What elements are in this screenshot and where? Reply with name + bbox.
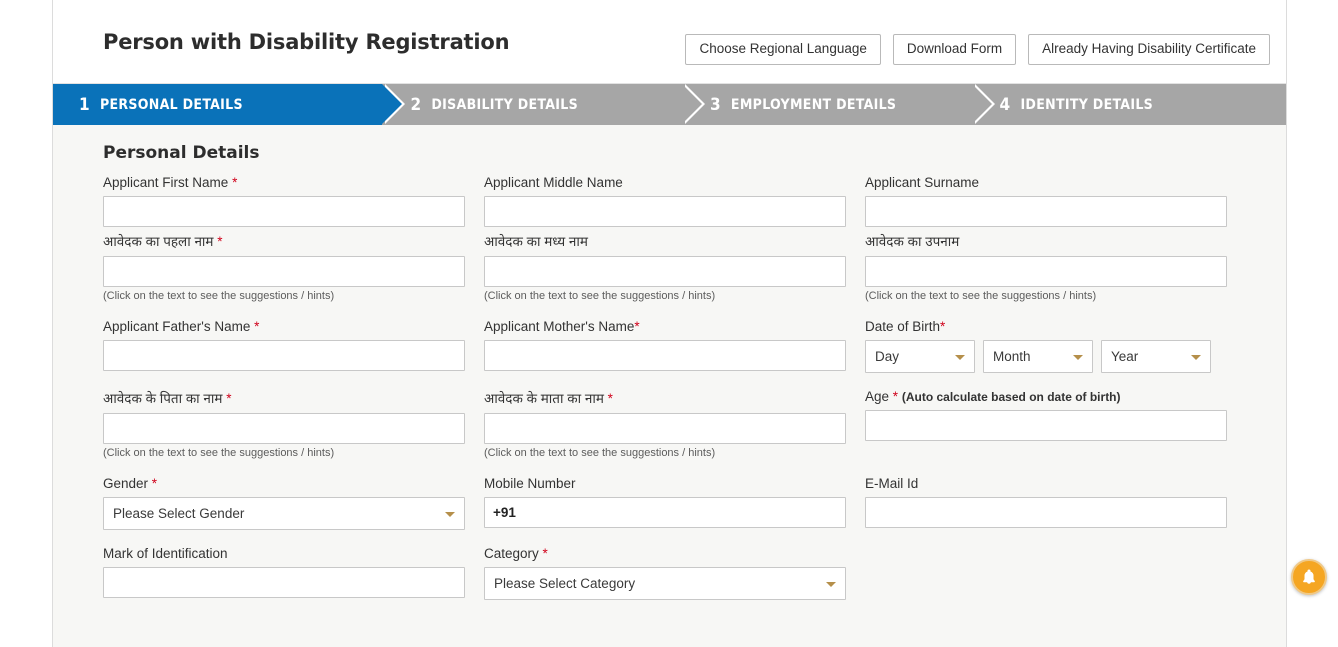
age-label: Age * (Auto calculate based on date of birth) — [865, 389, 1121, 404]
first-name-input[interactable] — [103, 196, 465, 227]
step-disability-details[interactable] — [382, 84, 682, 125]
field-middle-name-hi — [484, 232, 846, 302]
father-name-hi-hint: (Click on the text to see the suggestions / hints) — [103, 447, 335, 459]
field-date-of-birth — [865, 319, 1227, 373]
form-grid — [103, 175, 1238, 616]
surname-hi-hint: (Click on the text to see the suggestions / hints) — [865, 290, 1097, 302]
step-employment-details[interactable] — [682, 84, 972, 125]
dob-label: Date of Birth* — [865, 319, 946, 334]
age-input[interactable] — [865, 410, 1227, 441]
form-row-names-en — [103, 175, 1238, 232]
page-header — [53, 0, 1286, 84]
field-mark-of-identification — [103, 546, 465, 598]
step-label-1: PERSONAL DETAILS — [99, 96, 243, 113]
gender-label: Gender * — [103, 476, 158, 491]
form-row-identification — [103, 546, 1238, 616]
form-row-parents-hi — [103, 389, 1238, 476]
surname-hi-label: आवेदक का उपनाम — [865, 234, 960, 249]
middle-name-hi-input[interactable] — [484, 256, 846, 287]
field-mother-name-hi — [484, 389, 846, 459]
field-father-name-hi — [103, 389, 465, 459]
father-name-label: Applicant Father's Name * — [103, 319, 260, 334]
surname-label: Applicant Surname — [865, 175, 980, 190]
field-mobile-number — [484, 476, 846, 528]
form-row-parents-en — [103, 319, 1238, 389]
middle-name-hi-label: आवेदक का मध्य नाम — [484, 234, 588, 249]
mother-name-hi-hint: (Click on the text to see the suggestions / hints) — [484, 447, 716, 459]
email-label: E-Mail Id — [865, 476, 919, 491]
dob-month-wrap — [983, 340, 1093, 373]
field-gender — [103, 476, 465, 530]
already-having-disability-certificate-button[interactable]: Already Having Disability Certificate — [1028, 34, 1270, 65]
father-name-hi-input[interactable] — [103, 413, 465, 444]
dob-day-select[interactable] — [865, 340, 975, 373]
dob-year-wrap — [1101, 340, 1211, 373]
dob-selects — [865, 340, 1227, 373]
first-name-label: Applicant First Name * — [103, 175, 238, 190]
mother-name-label: Applicant Mother's Name* — [484, 319, 640, 334]
step-number-4: 4 — [999, 94, 1011, 115]
field-surname-hi — [865, 232, 1227, 302]
field-middle-name — [484, 175, 846, 227]
mobile-label: Mobile Number — [484, 476, 576, 491]
mother-name-hi-input[interactable] — [484, 413, 846, 444]
field-age — [865, 389, 1227, 441]
category-select[interactable] — [484, 567, 846, 600]
step-personal-details[interactable] — [53, 84, 382, 125]
mother-name-hi-label: आवेदक के माता का नाम * — [484, 391, 613, 406]
wizard-steps — [53, 84, 1286, 125]
gender-select-wrap — [103, 497, 465, 530]
middle-name-hi-hint: (Click on the text to see the suggestions / hints) — [484, 290, 716, 302]
download-form-button[interactable]: Download Form — [893, 34, 1016, 65]
notification-bell-icon — [1300, 568, 1318, 586]
surname-input[interactable] — [865, 196, 1227, 227]
choose-regional-language-button[interactable]: Choose Regional Language — [685, 34, 880, 65]
section-title: Personal Details — [103, 143, 260, 163]
mark-of-identification-label: Mark of Identification — [103, 546, 228, 561]
field-father-name — [103, 319, 465, 371]
notification-fab-button[interactable] — [1291, 559, 1327, 595]
step-number-1: 1 — [79, 94, 90, 115]
header-actions — [685, 34, 1270, 65]
mark-of-identification-input[interactable] — [103, 567, 465, 598]
page-frame — [52, 0, 1287, 647]
field-category — [484, 546, 846, 600]
mother-name-input[interactable] — [484, 340, 846, 371]
step-number-3: 3 — [709, 94, 721, 115]
email-input[interactable] — [865, 497, 1227, 528]
middle-name-input[interactable] — [484, 196, 846, 227]
dob-month-select[interactable] — [983, 340, 1093, 373]
field-surname — [865, 175, 1227, 227]
form-row-names-hi — [103, 232, 1238, 319]
field-mother-name — [484, 319, 846, 371]
dob-year-select[interactable] — [1101, 340, 1211, 373]
step-identity-details[interactable] — [972, 84, 1286, 125]
dob-day-wrap — [865, 340, 975, 373]
form-row-contact — [103, 476, 1238, 546]
step-number-2: 2 — [410, 94, 422, 115]
category-select-wrap — [484, 567, 846, 600]
middle-name-label: Applicant Middle Name — [484, 175, 623, 190]
mobile-input[interactable] — [484, 497, 846, 528]
field-first-name — [103, 175, 465, 227]
step-label-4: IDENTITY DETAILS — [1020, 96, 1154, 113]
surname-hi-input[interactable] — [865, 256, 1227, 287]
father-name-input[interactable] — [103, 340, 465, 371]
first-name-hi-input[interactable] — [103, 256, 465, 287]
field-first-name-hi — [103, 232, 465, 302]
personal-details-form — [53, 125, 1286, 647]
first-name-hi-hint: (Click on the text to see the suggestions / hints) — [103, 290, 335, 302]
step-label-3: EMPLOYMENT DETAILS — [730, 96, 897, 113]
first-name-hi-label: आवेदक का पहला नाम * — [103, 234, 223, 249]
category-label: Category * — [484, 546, 548, 561]
page-title: Person with Disability Registration — [103, 30, 510, 54]
step-label-2: DISABILITY DETAILS — [431, 96, 578, 113]
field-email — [865, 476, 1227, 528]
father-name-hi-label: आवेदक के पिता का नाम * — [103, 391, 232, 406]
gender-select[interactable] — [103, 497, 465, 530]
